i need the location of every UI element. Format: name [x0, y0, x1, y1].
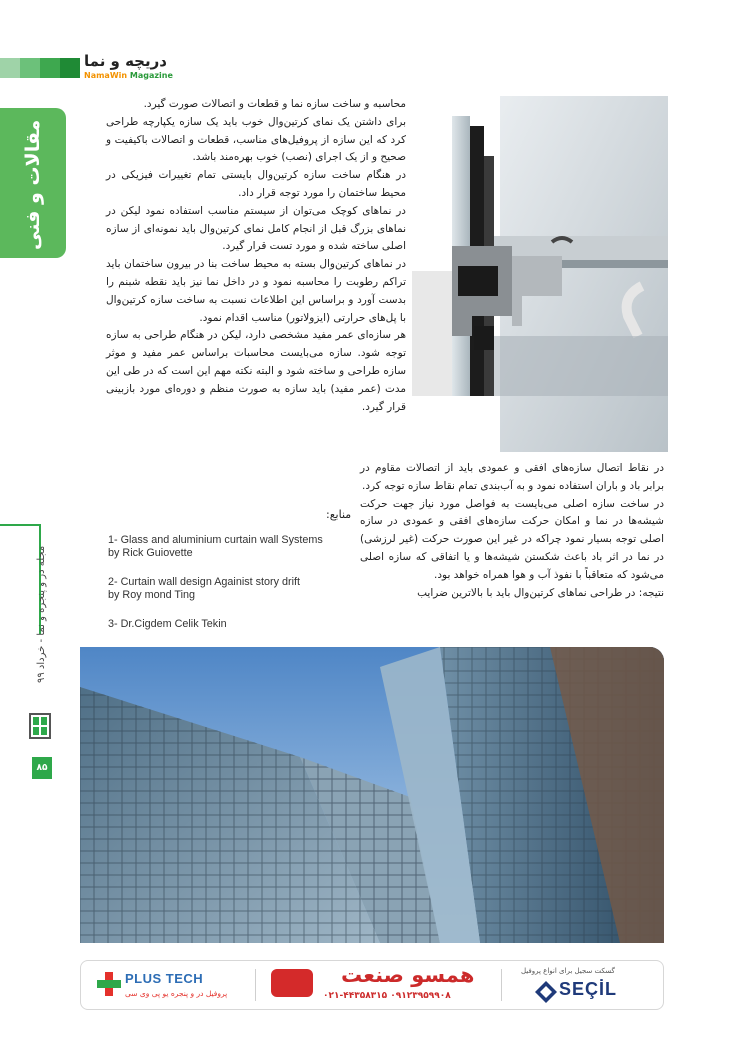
plus-tech-ad[interactable] — [89, 961, 239, 1009]
secil-logo-icon — [535, 981, 557, 1003]
curtain-wall-section-figure — [412, 96, 668, 452]
paragraph: نتیجه: در طراحی نماهای کرتین‌وال باید با بالاترین ضرایب — [417, 586, 664, 599]
footer-separator — [501, 969, 502, 1001]
header-color-bar — [0, 58, 80, 78]
paragraph: در هنگام ساخت سازه کرتین‌وال بایستی تمام تغییرات فیزیکی در محیط ساختمان را مورد توجه قرار داد. — [106, 169, 406, 199]
references-list — [108, 534, 358, 647]
reference-item: 3- Dr.Cigdem Celik Tekin — [108, 618, 227, 630]
article-top-column — [106, 96, 406, 416]
secil-name: SEÇİL — [559, 979, 618, 999]
plus-tech-name: PLUS TECH — [125, 971, 204, 986]
building-photo — [80, 647, 664, 943]
reference-item: 1- Glass and aluminium curtain wall Systems by Rick Guiovette — [108, 534, 323, 559]
hamsu-sanat-ad[interactable] — [267, 961, 485, 1009]
paragraph: برای داشتن یک نمای کرتین‌وال خوب باید یک سازه یکپارچه طراحی کرد که این سازه از پروفیل‌های مناسب، قطعات و اتصالات باکیفیت و صحیح و از یک اجرای (نصب) خوب بهره‌مند باشد. — [106, 115, 406, 164]
plus-tech-tagline: پروفیل در و پنجره یو پی وی سی — [125, 989, 228, 998]
reference-item: 2- Curtain wall design Againist story drift by Roy mond Ting — [108, 576, 301, 601]
paragraph: در نقاط اتصال سازه‌های افقی و عمودی باید از اتصالات مقاوم در برابر باد و باران استفاده نمود و به آب‌بندی تمام نقاط سازه توجه کرد. — [360, 462, 664, 492]
magazine-logo — [84, 52, 184, 80]
article-mid-column — [360, 460, 664, 602]
logo-subtitle: NamaWin Magazine — [84, 71, 173, 80]
side-divider — [0, 524, 40, 526]
hamsu-window-icon — [271, 969, 313, 997]
footer-ads — [80, 960, 664, 1010]
paragraph: در ساخت سازه اصلی می‌بایست به فواصل مورد نیاز جهت حرکت شیشه‌ها در نما و امکان حرکت سازه‌های افقی و عمودی در سازه اصلی توجه بسیار نمود چراکه در غیر این صورت حرکت (غیر لرزشی) در نما در اثر باد باعث شکستن شیشه‌ها و یا اتفاقی که سازه اصلی می‌شود که متعاقباً با نفوذ آب و هوا همراه خواهد بود. — [360, 497, 664, 581]
plus-tech-logo-icon — [97, 972, 121, 996]
secil-ad[interactable] — [513, 961, 661, 1009]
hamsu-phone: ۰۲۱-۴۴۳۵۸۳۱۵ ۰۹۱۲۳۹۵۹۹۰۸ — [323, 991, 451, 1001]
paragraph: در نماهای کوچک می‌توان از سیستم مناسب استفاده نمود لیکن در نماهای بزرگ قبل از انجام کامل نمای کرتین‌وال باید نمونه‌ای از سازه اصلی ساخته شده و مورد تست قرار گیرد. — [106, 204, 406, 253]
paragraph: در نماهای کرتین‌وال بسته به محیط ساخت بنا در بیرون ساختمان باید تراکم رطوبت را محاسبه نمود و در داخل نما نیز باید نقطه شبنم را بدست آورد و براساس این اطلاعات نسبت به ساخت سازه کرتین‌وال با پل‌های حرارتی (ایزولاتور) مناسب اقدام نمود. — [106, 258, 406, 324]
issue-line: مجله در و پنجره و نما - خرداد ۹۹ — [36, 546, 47, 684]
secil-tagline: گسکت سجیل برای انواع پروفیل — [521, 967, 615, 975]
references-title: منابع: — [326, 508, 352, 521]
footer-separator — [255, 969, 256, 1001]
paragraph: محاسبه و ساخت سازه نما و قطعات و اتصالات صورت گیرد. — [143, 98, 406, 110]
page-number: ۸۵ — [32, 757, 52, 779]
paragraph: هر سازه‌ای عمر مفید مشخصی دارد، لیکن در هنگام طراحی به سازه توجه شود. سازه می‌بایست محاسبات براساس عمر مفید و موثر سازه طراحی و ساخته شود و البته نکته مهم این است که در طی این مدت (عمر مفید) باید سازه به صورت منظم و دوره‌ای مورد بازبینی قرار گیرد. — [106, 329, 406, 413]
section-title: مقالات و فنی — [22, 119, 44, 250]
window-icon — [28, 712, 52, 740]
hamsu-name: همسو صنعت — [341, 963, 475, 987]
logo-title: دریچه و نما — [84, 52, 167, 70]
